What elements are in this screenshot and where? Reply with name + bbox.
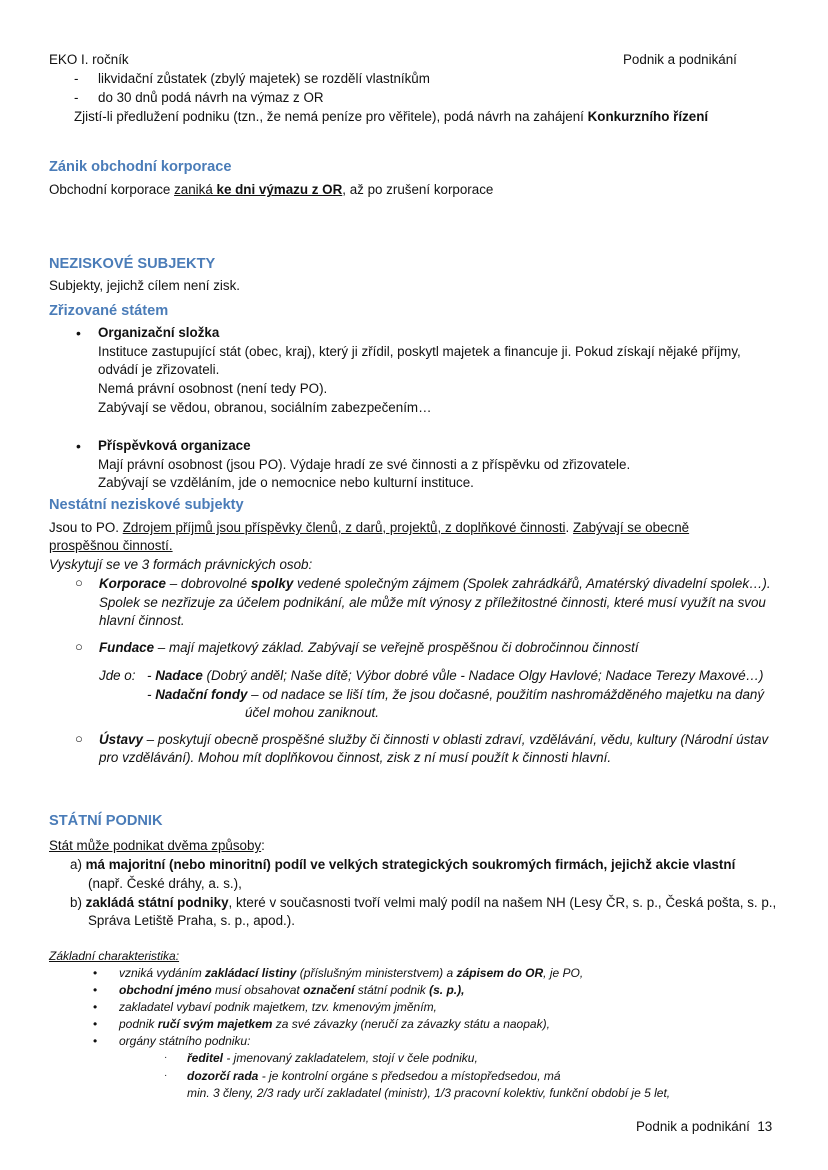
- nadacni-fondy-title: Nadační fondy: [155, 687, 248, 702]
- subheading-statem: Zřizované státem: [49, 303, 169, 319]
- char-bold: obchodní jméno: [119, 983, 212, 997]
- char-item-2: [119, 982, 464, 999]
- ustavy-line-1: [99, 731, 768, 749]
- zanik-text-part: , až po zrušení korporace: [342, 182, 494, 197]
- char-text: , je PO,: [543, 966, 584, 980]
- small-bullet-icon: ·: [164, 1052, 168, 1063]
- char-text: státní podnik: [354, 983, 430, 997]
- korporace-bold: spolky: [250, 576, 294, 591]
- zanik-text-bold: ke dni výmazu z OR: [216, 182, 343, 197]
- statni-item-b-text: , které v současnosti tvoří velmi malý podíl na našem NH (Lesy ČR, s. p., Česká pošta, s. p.,: [228, 895, 777, 910]
- nadacni-fondy-text: – od nadace se liší tím, že jsou dočasné, použitím nashromážděného majetku na daný: [247, 687, 765, 702]
- bullet-icon: •: [93, 1034, 98, 1048]
- char-text: (příslušným ministerstvem) a: [296, 966, 457, 980]
- nestatni-line-1: [49, 519, 689, 537]
- organ-item-1: [187, 1050, 478, 1067]
- footer-label: Podnik a podnikání: [636, 1119, 750, 1134]
- intro-dash-1: likvidační zůstatek (zbylý majetek) se rozdělí vlastníkům: [98, 71, 430, 86]
- nadace-line: [147, 667, 764, 685]
- statni-item-a-label: a): [70, 857, 86, 872]
- fundace-line-1: [99, 639, 639, 657]
- intro-paragraph: [74, 108, 708, 126]
- small-bullet-icon: ·: [164, 1070, 168, 1081]
- circle-bullet-icon: ○: [75, 731, 83, 746]
- statni-item-b: [70, 894, 776, 912]
- os-title: Organizační složka: [98, 325, 220, 340]
- bullet-icon: •: [76, 438, 81, 454]
- korporace-line-1: [99, 575, 771, 593]
- korporace-text: vedené společným zájmem (Spolek zahrádkářů, Amatérský divadelní spolek…).: [293, 576, 771, 591]
- statni-intro: [49, 837, 265, 855]
- bullet-icon: •: [93, 966, 98, 980]
- korporace-line-3: hlavní činnost.: [99, 613, 185, 628]
- statni-item-b-bold: zakládá státní podniky: [85, 895, 229, 910]
- dash-marker: -: [74, 90, 79, 105]
- page-number: 13: [757, 1119, 773, 1134]
- nestatni-text: .: [565, 520, 573, 535]
- nestatni-text: Jsou to PO.: [49, 520, 123, 535]
- po-line: Mají právní osobnost (jsou PO). Výdaje hradí ze své činnosti a z příspěvku od zřizovatele.: [98, 457, 631, 472]
- char-item-4: [119, 1016, 550, 1033]
- char-item-3: zakladatel vybaví podnik majetkem, tzv. kmenovým jměním,: [119, 1000, 437, 1014]
- char-item-5: orgány státního podniku:: [119, 1034, 251, 1048]
- char-bold: označení: [303, 983, 355, 997]
- statni-intro-colon: :: [261, 838, 265, 853]
- os-line: Zabývají se vědou, obranou, sociálním zabezpečením…: [98, 400, 432, 415]
- bullet-icon: •: [93, 1017, 98, 1031]
- zakladni-charakteristika-label: Základní charakteristika:: [49, 949, 180, 963]
- char-bold: zakládací listiny: [205, 966, 297, 980]
- footer: [636, 1118, 772, 1136]
- organ-bold: dozorčí rada: [187, 1069, 259, 1083]
- nadacni-fondy-dash: -: [147, 687, 156, 702]
- intro-dash-2: do 30 dnů podá návrh na výmaz z OR: [98, 90, 324, 105]
- statni-item-a-bold: má majoritní (nebo minoritní) podíl ve velkých strategických soukromých firmách, jejichž akcie vlastní: [85, 857, 736, 872]
- ustavy-line-2: pro vzdělávání). Mohou mít doplňkovou činnost, zisk z ní musí použít k činnosti hlavní.: [99, 750, 612, 765]
- zanik-text: [49, 181, 493, 199]
- organ-text: - jmenovaný zakladatelem, stojí v čele podniku,: [223, 1051, 478, 1065]
- intro-paragraph-text: Zjistí-li předlužení podniku (tzn., že nemá peníze pro věřitele), podá návrh na zahájení: [74, 109, 588, 124]
- header-right: Podnik a podnikání: [623, 52, 737, 67]
- po-line: Zabývají se vzděláním, jde o nemocnice nebo kulturní instituce.: [98, 475, 474, 490]
- organ-item-2: [187, 1068, 561, 1085]
- bullet-icon: •: [93, 1000, 98, 1014]
- nadace-title: Nadace: [155, 668, 203, 683]
- statni-item-a-line-2: (např. České dráhy, a. s.),: [88, 876, 242, 891]
- char-text: za své závazky (neručí za závazky státu a naopak),: [272, 1017, 550, 1031]
- char-bold: ručí svým majetkem: [157, 1017, 273, 1031]
- char-text: vzniká vydáním: [119, 966, 206, 980]
- korporace-title: Korporace: [99, 576, 166, 591]
- nestatni-text-underlined: Zabývají se obecně: [572, 520, 690, 535]
- ustavy-title: Ústavy: [99, 732, 143, 747]
- char-bold: (s. p.),: [429, 983, 465, 997]
- subheading-nestatni: Nestátní neziskové subjekty: [49, 497, 244, 513]
- nestatni-line-2: prospěšnou činností.: [49, 538, 173, 553]
- section-heading-nezisk: NEZISKOVÉ SUBJEKTY: [49, 256, 216, 272]
- korporace-text: – dobrovolné: [165, 576, 251, 591]
- os-line: Instituce zastupující stát (obec, kraj), který ji zřídil, poskytl majetek a financuje ji. Pokud získají nějaké příjmy,: [98, 344, 741, 359]
- ustavy-text: – poskytují obecně prospěšné služby či činnosti v oblasti zdraví, vzdělávání, vědu, kultury (Národní ústav: [142, 732, 769, 747]
- statni-item-b-line-2: Správa Letiště Praha, s. p., apod.).: [88, 913, 295, 928]
- organ-text: - je kontrolní orgáne s předsedou a místopředsedou, má: [258, 1069, 561, 1083]
- po-title: Příspěvková organizace: [98, 438, 251, 453]
- zanik-text-part: Obchodní korporace: [49, 182, 175, 197]
- nestatni-line-3: Vyskytují se ve 3 formách právnických osob:: [49, 557, 313, 572]
- bullet-icon: •: [76, 325, 81, 341]
- statni-intro-text: Stát může podnikat dvěma způsoby: [49, 838, 262, 853]
- intro-paragraph-bold: Konkurzního řízení: [587, 109, 709, 124]
- nadacni-fondy-line: [147, 686, 764, 704]
- os-line: odvádí je zřizovateli.: [98, 362, 220, 377]
- section-heading-zanik: Zánik obchodní korporace: [49, 159, 232, 175]
- os-line: Nemá právní osobnost (není tedy PO).: [98, 381, 328, 396]
- char-text: musí obsahovat: [211, 983, 304, 997]
- fundace-title: Fundace: [99, 640, 155, 655]
- statni-item-b-label: b): [70, 895, 86, 910]
- dash-marker: -: [74, 71, 79, 86]
- header-left: EKO I. ročník: [49, 52, 129, 67]
- char-item-1: [119, 965, 583, 982]
- bullet-icon: •: [93, 983, 98, 997]
- nadace-text: (Dobrý anděl; Naše dítě; Výbor dobré vůle - Nadace Olgy Havlové; Nadace Terezy Maxové…): [202, 668, 764, 683]
- circle-bullet-icon: ○: [75, 639, 83, 654]
- organ-bold: ředitel: [187, 1051, 224, 1065]
- nadace-dash: -: [147, 668, 156, 683]
- circle-bullet-icon: ○: [75, 575, 83, 590]
- korporace-line-2: Spolek se nezřizuje za účelem podnikání, ale může mít výnosy z příležitostné činnosti, které musí využít na svou: [99, 595, 766, 610]
- statni-item-a: [70, 856, 735, 874]
- nezisk-desc: Subjekty, jejichž cílem není zisk.: [49, 278, 241, 293]
- section-heading-statni: STÁTNÍ PODNIK: [49, 813, 163, 829]
- nestatni-text-underlined: Zdrojem příjmů jsou příspěvky členů, z darů, projektů, z doplňkové činnosti: [122, 520, 566, 535]
- jde-o-label: Jde o:: [99, 668, 136, 683]
- char-text: podnik: [119, 1017, 158, 1031]
- nadacni-fondy-line-2: účel mohou zaniknout.: [245, 705, 379, 720]
- char-bold: zápisem do OR: [456, 966, 544, 980]
- organ-item-2-line-2: min. 3 členy, 2/3 rady určí zakladatel (ministr), 1/3 pracovní kolektiv, funkční období je 5 let,: [187, 1086, 671, 1100]
- zanik-text-underlined: zaniká: [174, 182, 217, 197]
- fundace-text: – mají majetkový základ. Zabývají se veřejně prospěšnou či dobročinnou činností: [154, 640, 639, 655]
